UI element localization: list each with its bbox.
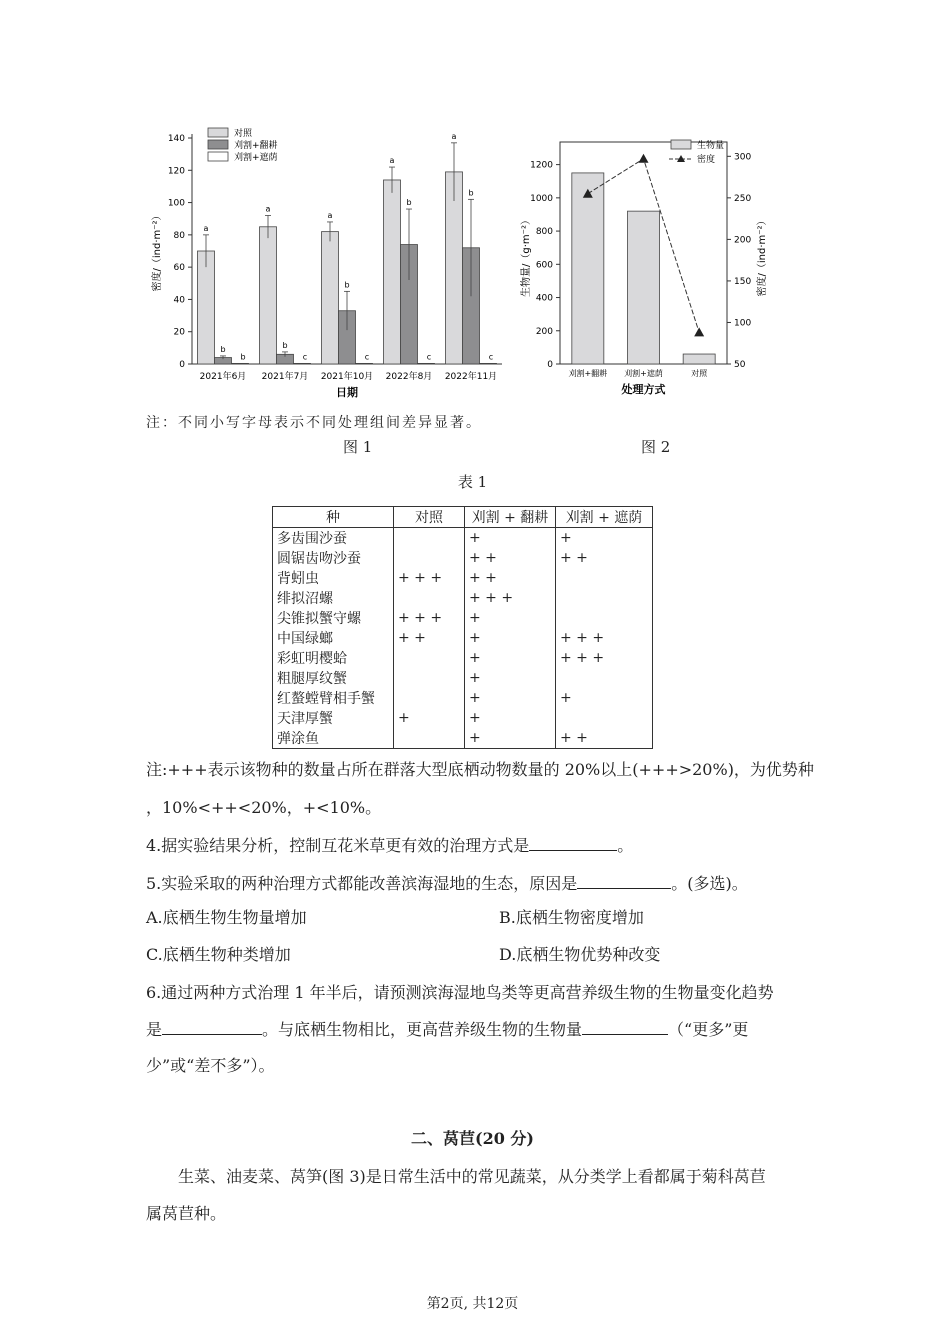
table-1-title: 表 1 xyxy=(457,473,488,491)
significance-letter: c xyxy=(302,352,308,362)
question-4-text: 4.据实验结果分析，控制互花米草更有效的治理方式是 xyxy=(146,836,530,855)
abundance-cell: + + + xyxy=(556,648,653,668)
bar xyxy=(480,363,497,364)
table-note-line2: ，10%<++<20%，+<10%。 xyxy=(146,798,382,817)
abundance-cell xyxy=(394,528,465,549)
significance-letter: a xyxy=(265,204,271,214)
abundance-cell: + xyxy=(465,728,556,749)
legend-label: 对照 xyxy=(234,129,253,139)
significance-letter: c xyxy=(488,352,494,362)
density-marker xyxy=(639,154,649,163)
legend-label: 刈割+遮荫 xyxy=(234,153,278,163)
y-tick-label: 200 xyxy=(535,326,553,337)
table-row xyxy=(273,688,653,708)
y-axis-title: 密度/（ind·m⁻²） xyxy=(152,210,163,292)
question-6-line2 xyxy=(146,1017,748,1040)
bar xyxy=(198,251,215,364)
bar xyxy=(683,354,715,364)
table-row xyxy=(273,588,653,608)
abundance-cell xyxy=(394,668,465,688)
table-header-row xyxy=(273,507,653,528)
y2-tick-label: 150 xyxy=(734,276,752,287)
abundance-cell xyxy=(394,588,465,608)
abundance-cell: + xyxy=(465,668,556,688)
abundance-cell xyxy=(556,668,653,688)
figure-1-note: 注：不同小写字母表示不同处理组间差异显著。 xyxy=(146,415,482,431)
significance-letter: b xyxy=(406,198,412,208)
x-tick-label: 对照 xyxy=(691,369,708,378)
y-tick-label: 600 xyxy=(535,260,553,271)
significance-letter: b xyxy=(220,344,226,354)
answer-blank-q5[interactable] xyxy=(577,872,671,889)
bar xyxy=(322,232,339,364)
option-d[interactable]: D.底栖生物优势种改变 xyxy=(499,945,661,964)
species-name-cell: 尖锥拟蟹守螺 xyxy=(273,608,394,628)
x-tick-label: 刈割+遮荫 xyxy=(624,369,663,378)
species-name-cell: 多齿围沙蚕 xyxy=(273,528,394,549)
answer-blank-q6b[interactable] xyxy=(582,1018,668,1035)
significance-letter: a xyxy=(389,156,395,166)
legend-label: 密度 xyxy=(697,155,716,165)
y-tick-label: 80 xyxy=(173,230,185,241)
question-5-text: 5.实验采取的两种治理方式都能改善滨海湿地的生态，原因是 xyxy=(146,874,578,893)
species-table xyxy=(272,506,653,749)
legend-swatch xyxy=(208,140,228,149)
question-5 xyxy=(146,871,748,894)
table-row xyxy=(273,648,653,668)
y-tick-label: 60 xyxy=(173,263,185,274)
table-row xyxy=(273,708,653,728)
y-tick-label: 800 xyxy=(535,227,553,238)
answer-blank-q4[interactable] xyxy=(529,834,617,851)
bar xyxy=(572,173,604,364)
question-4-end: 。 xyxy=(617,836,634,855)
abundance-cell: + xyxy=(556,688,653,708)
table-note-line1: 注:+++表示该物种的数量占所在群落大型底栖动物数量的 20%以上(+++>20%)，为优势种 xyxy=(146,760,814,779)
significance-letter: b xyxy=(468,188,474,198)
x-tick-label: 2021年7月 xyxy=(261,372,309,382)
abundance-cell: + + xyxy=(556,728,653,749)
abundance-cell: + xyxy=(394,708,465,728)
y-tick-label: 0 xyxy=(547,360,553,370)
figure-1-caption: 图 1 xyxy=(343,438,373,456)
bar xyxy=(384,180,401,364)
y-tick-label: 1200 xyxy=(530,160,553,171)
table-header: 刈割 + 翻耕 xyxy=(465,507,556,528)
y2-tick-label: 300 xyxy=(734,152,752,163)
question-5-end: 。(多选)。 xyxy=(671,874,748,893)
abundance-cell xyxy=(394,728,465,749)
legend-label: 刈割+翻耕 xyxy=(234,141,278,151)
abundance-cell: + xyxy=(556,528,653,549)
x-tick-label: 2022年8月 xyxy=(385,372,433,382)
density-marker xyxy=(694,327,704,336)
abundance-cell: + + xyxy=(556,548,653,568)
species-name-cell: 圆锯齿吻沙蚕 xyxy=(273,548,394,568)
question-4 xyxy=(146,833,633,856)
x-tick-label: 2021年6月 xyxy=(199,372,247,382)
table-row xyxy=(273,548,653,568)
x-axis-title: 处理方式 xyxy=(621,383,666,396)
bar xyxy=(232,363,249,364)
y-tick-label: 20 xyxy=(173,327,185,338)
answer-blank-q6a[interactable] xyxy=(162,1018,262,1035)
table-row xyxy=(273,568,653,588)
figure-2-caption: 图 2 xyxy=(641,438,671,456)
species-name-cell: 弹涂鱼 xyxy=(273,728,394,749)
species-name-cell: 彩虹明樱蛤 xyxy=(273,648,394,668)
question-6-text: 是 xyxy=(146,1020,163,1039)
bar xyxy=(294,363,311,364)
option-c[interactable]: C.底栖生物种类增加 xyxy=(146,945,291,964)
significance-letter: b xyxy=(240,352,246,362)
abundance-cell xyxy=(556,588,653,608)
abundance-cell: + + + xyxy=(465,588,556,608)
legend-swatch xyxy=(208,128,228,137)
species-name-cell: 红螯螳臂相手蟹 xyxy=(273,688,394,708)
question-6-line3: 少”或“差不多”）。 xyxy=(146,1056,275,1075)
legend-swatch xyxy=(208,152,228,161)
significance-letter: c xyxy=(426,352,432,362)
abundance-cell: + xyxy=(465,708,556,728)
x-axis-title: 日期 xyxy=(336,386,358,399)
abundance-cell: + xyxy=(465,608,556,628)
y-tick-label: 100 xyxy=(167,198,185,209)
page-footer: 第2页, 共12页 xyxy=(426,1296,519,1312)
abundance-cell: + + xyxy=(394,628,465,648)
species-name-cell: 中国绿螂 xyxy=(273,628,394,648)
abundance-cell: + + + xyxy=(556,628,653,648)
abundance-cell xyxy=(556,708,653,728)
table-row xyxy=(273,628,653,648)
species-name-cell: 背蚓虫 xyxy=(273,568,394,588)
table-header: 对照 xyxy=(394,507,465,528)
question-6-text3: （“更多”更 xyxy=(668,1020,749,1039)
y-tick-label: 1000 xyxy=(530,193,553,204)
bar xyxy=(260,227,277,364)
significance-letter: b xyxy=(282,340,288,350)
abundance-cell: + + xyxy=(465,568,556,588)
abundance-cell: + + + xyxy=(394,568,465,588)
y-axis-title: 生物量/（g·m⁻²） xyxy=(521,215,532,297)
y2-tick-label: 50 xyxy=(734,360,746,370)
paragraph-line1: 生菜、油麦菜、莴笋(图 3)是日常生活中的常见蔬菜，从分类学上看都属于菊科莴苣 xyxy=(178,1167,766,1186)
table-header: 种 xyxy=(273,507,394,528)
y-tick-label: 140 xyxy=(167,134,185,144)
abundance-cell: + + xyxy=(465,548,556,568)
x-tick-label: 2022年11月 xyxy=(444,372,498,382)
bar xyxy=(418,363,435,364)
y2-tick-label: 250 xyxy=(734,193,752,204)
species-name-cell: 粗腿厚纹蟹 xyxy=(273,668,394,688)
y2-axis-title: 密度/（ind·m⁻²） xyxy=(757,215,768,297)
abundance-cell: + xyxy=(465,688,556,708)
abundance-cell xyxy=(556,568,653,588)
bar xyxy=(628,211,660,364)
x-tick-label: 刈割+翻耕 xyxy=(568,369,608,378)
abundance-cell: + xyxy=(465,628,556,648)
table-row xyxy=(273,608,653,628)
option-b[interactable]: B.底栖生物密度增加 xyxy=(499,908,644,927)
figure-2-chart xyxy=(515,130,775,410)
question-6-line1: 6.通过两种方式治理 1 年半后，请预测滨海湿地鸟类等更高营养级生物的生物量变化趋势 xyxy=(146,983,774,1002)
y-tick-label: 400 xyxy=(535,293,553,304)
option-a[interactable]: A.底栖生物生物量增加 xyxy=(146,908,307,927)
abundance-cell xyxy=(394,648,465,668)
paragraph-line2: 属莴苣种。 xyxy=(146,1204,227,1223)
species-name-cell: 绯拟沼螺 xyxy=(273,588,394,608)
section-heading: 二、莴苣(20 分) xyxy=(411,1129,534,1148)
question-6-text2: 。与底栖生物相比，更高营养级生物的生物量 xyxy=(262,1020,583,1039)
abundance-cell xyxy=(394,688,465,708)
significance-letter: a xyxy=(451,131,457,141)
y2-tick-label: 200 xyxy=(734,235,752,246)
x-tick-label: 2021年10月 xyxy=(320,372,374,382)
abundance-cell xyxy=(556,608,653,628)
significance-letter: a xyxy=(203,223,209,233)
species-name-cell: 天津厚蟹 xyxy=(273,708,394,728)
abundance-cell: + xyxy=(465,648,556,668)
significance-letter: a xyxy=(327,210,333,220)
y2-tick-label: 100 xyxy=(734,318,752,329)
table-row xyxy=(273,728,653,749)
y-tick-label: 120 xyxy=(167,166,185,177)
significance-letter: c xyxy=(364,352,370,362)
bar xyxy=(356,363,373,364)
abundance-cell: + xyxy=(465,528,556,549)
abundance-cell xyxy=(394,548,465,568)
y-tick-label: 0 xyxy=(179,360,185,370)
table-row xyxy=(273,528,653,549)
legend-label: 生物量 xyxy=(697,141,725,151)
table-row xyxy=(273,668,653,688)
table-header: 刈割 + 遮荫 xyxy=(556,507,653,528)
abundance-cell: + + + xyxy=(394,608,465,628)
legend-swatch xyxy=(671,140,691,149)
figure-1-chart xyxy=(140,120,520,410)
y-tick-label: 40 xyxy=(173,295,185,306)
significance-letter: b xyxy=(344,280,350,290)
